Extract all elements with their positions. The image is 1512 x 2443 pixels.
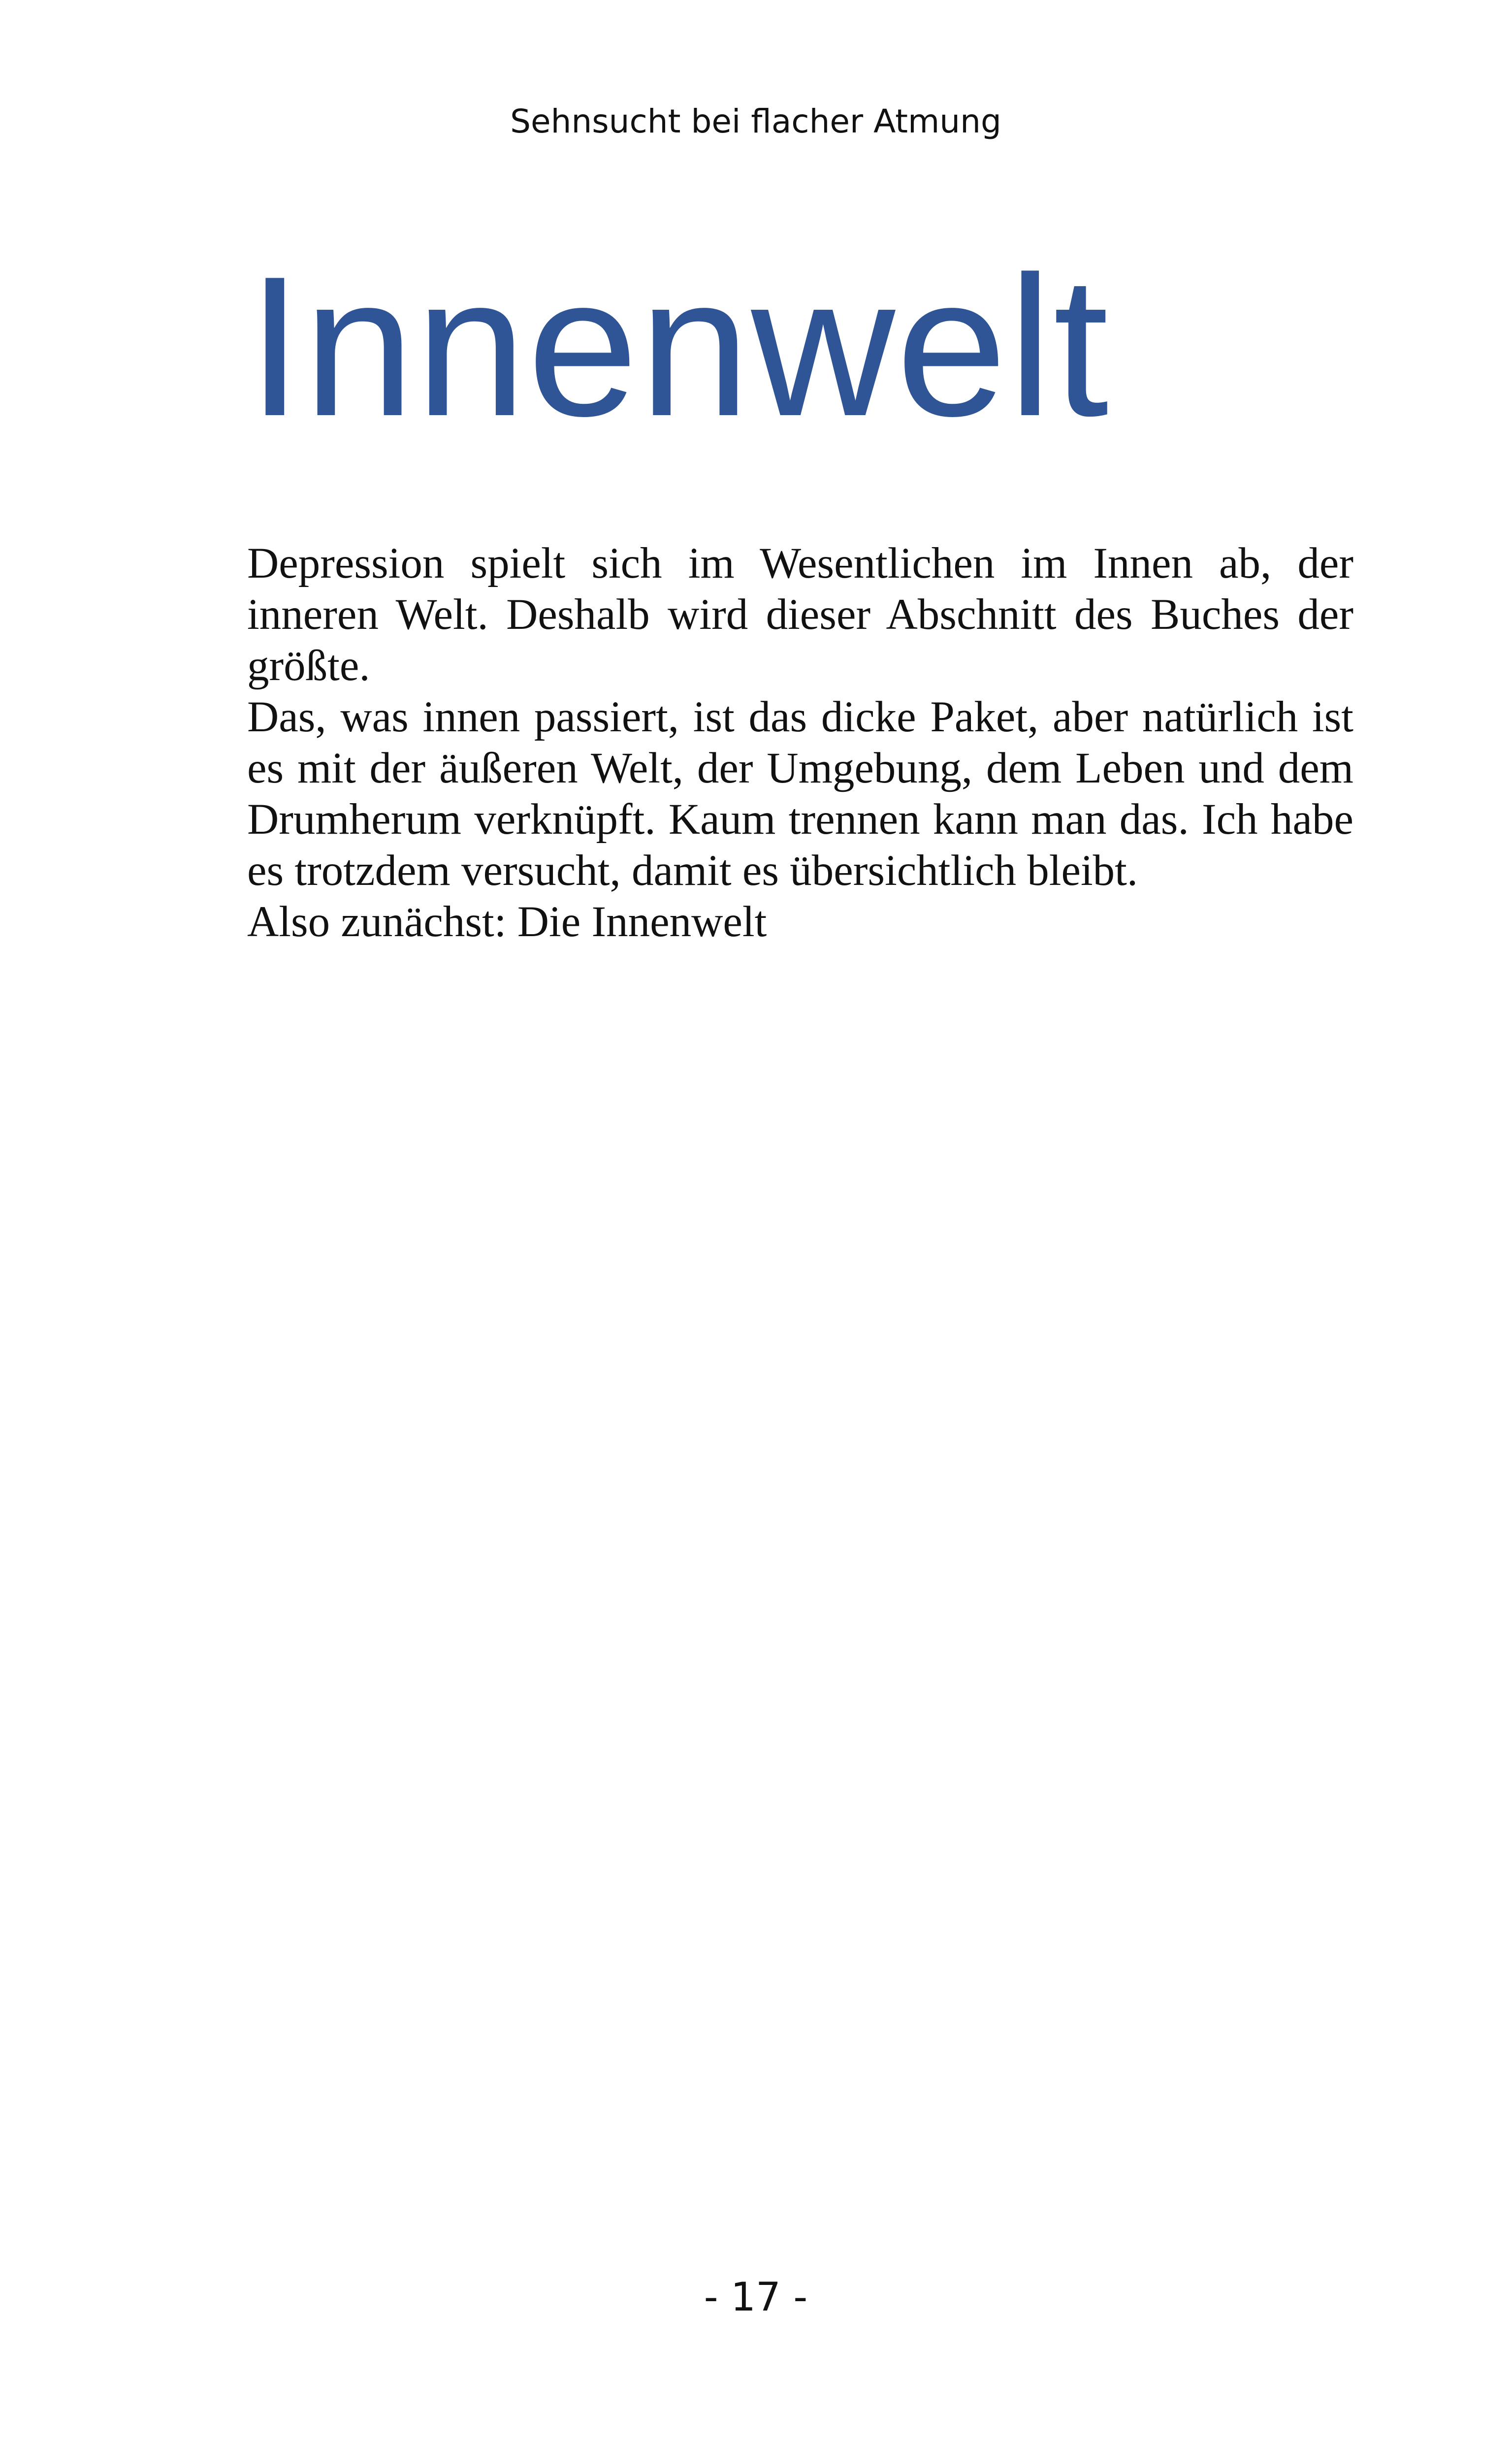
running-header: Sehnsucht bei flacher Atmung (510, 102, 1001, 140)
paragraph-2: Das, was innen passiert, ist das dicke Paket, aber natürlich ist es mit der äußeren Welt, der Umgebung, dem Leben und dem Drumherum verknüpft. Kaum trennen kann man das. Ich habe es trotzdem versucht, damit es übersichtlich bleibt. (247, 693, 1353, 895)
chapter-title: Innenwelt (247, 234, 1110, 457)
paragraph-1: Depression spielt sich im Wesentlichen im Innen ab, der inneren Welt. Deshalb wird dieser Abschnitt des Buches der größte. (247, 539, 1353, 690)
paragraph-3: Also zunächst: Die Innenwelt (247, 898, 767, 946)
body-text (247, 538, 1353, 947)
page-number: - 17 - (704, 2274, 808, 2320)
